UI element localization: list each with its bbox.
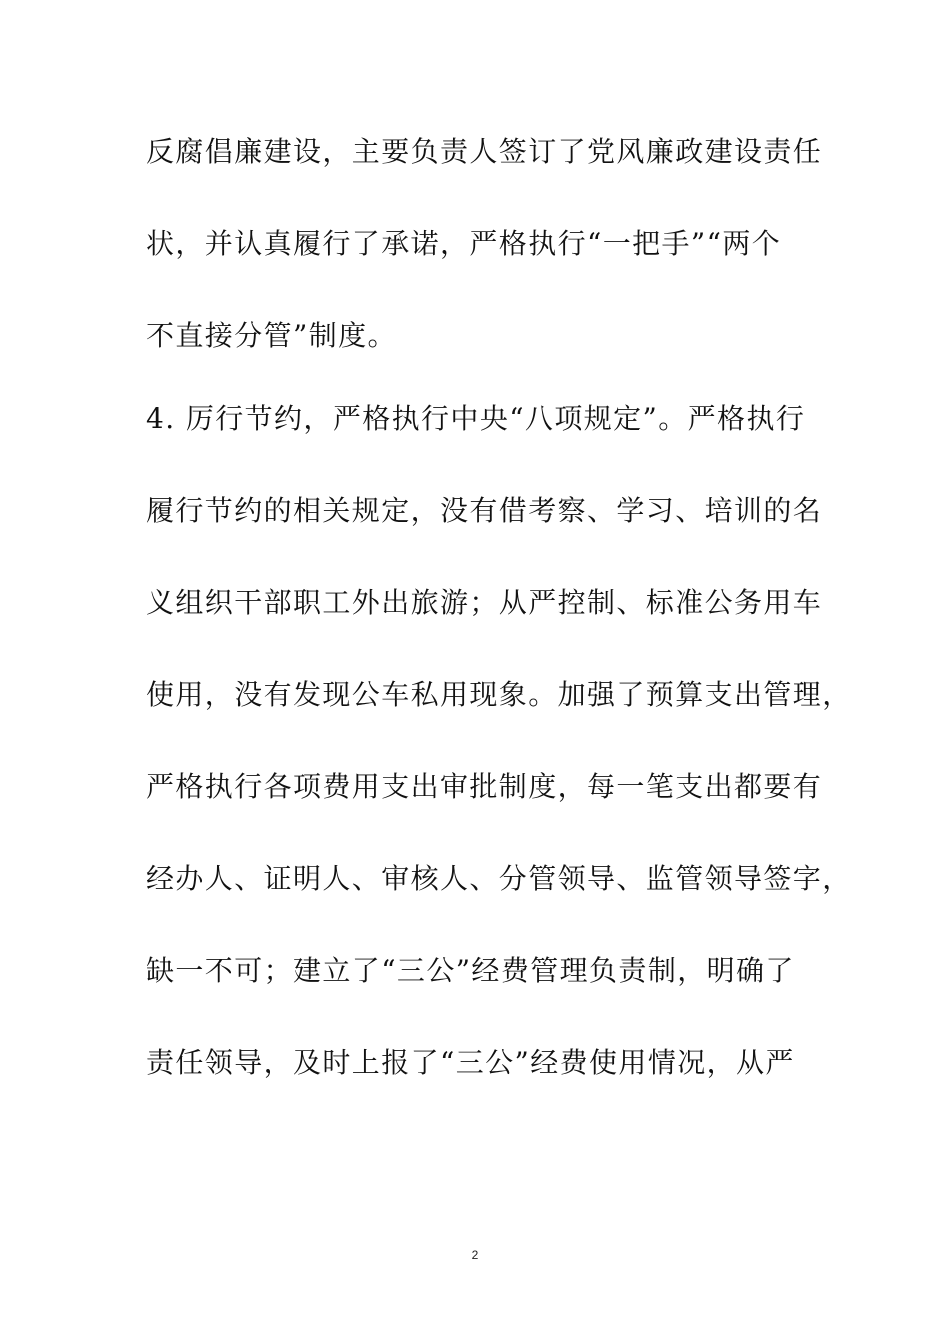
text-line: 履行节约的相关规定，没有借考察、学习、培训的名 <box>146 494 823 527</box>
text-line: 经办人、证明人、审核人、分管领导、监管领导签字， <box>146 862 852 895</box>
text-line: 状，并认真履行了承诺，严格执行“一把手”“两个 <box>146 227 782 260</box>
text-line: 反腐倡廉建设，主要负责人签订了党风廉政建设责任 <box>146 135 823 168</box>
body-text <box>146 127 852 1130</box>
text-line: 使用，没有发现公车私用现象。加强了预算支出管理， <box>146 678 852 711</box>
text-line: 义组织干部职工外出旅游；从严控制、标准公务用车 <box>146 586 823 619</box>
text-line: 责任领导，及时上报了“三公”经费使用情况，从严 <box>146 1046 795 1079</box>
text-line: 不直接分管”制度。 <box>146 319 397 352</box>
text-line: 严格执行各项费用支出审批制度，每一笔支出都要有 <box>146 770 823 803</box>
paragraph-start-line: 4. 厉行节约，严格执行中央“八项规定”。严格执行 <box>146 402 806 435</box>
page-number: 2 <box>471 1248 479 1262</box>
text-line: 缺一不可；建立了“三公”经费管理负责制，明确了 <box>146 954 795 987</box>
